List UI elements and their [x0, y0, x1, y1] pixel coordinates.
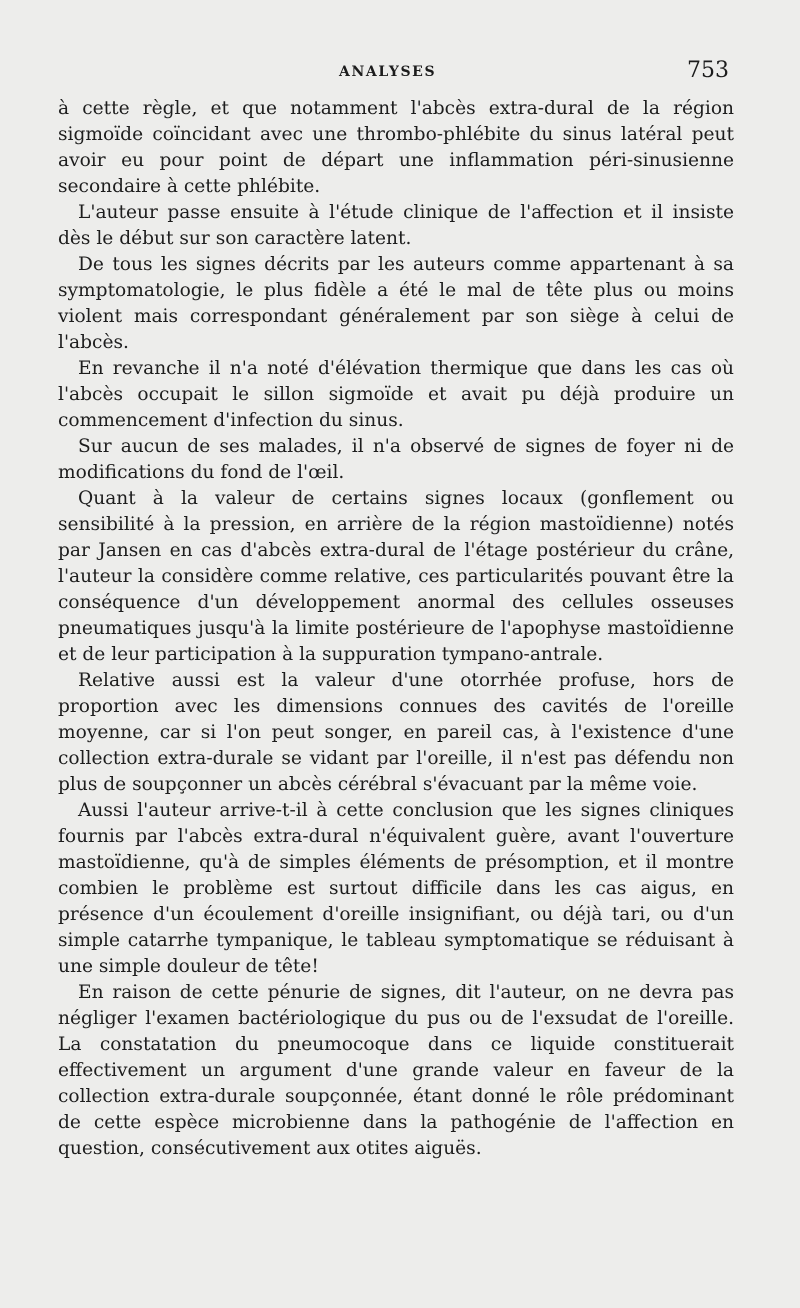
running-head-title: ANALYSES: [339, 64, 437, 80]
paragraph-headache-sign: De tous les signes décrits par les auteurs comme appartenant à sa symptomatologie, le plus fidèle a été le mal de tête plus ou moins violent mais correspondant généralement par son siège à celui de l'abcès.: [58, 254, 734, 353]
paragraph-bacteriology: En raison de cette pénurie de signes, dit l'auteur, on ne devra pas négliger l'examen bactériologique du pus ou de l'exsudat de l'oreille. La constatation du pneumocoque dans ce liquide constituerait effectivement un argument d'une grande valeur en faveur de la collection extra-durale soupçonnée, étant donné le rôle prédominant de cette espèce microbienne dans la pathogénie de l'affection en question, consécutivement aux otites aiguës.: [58, 982, 734, 1159]
body-text: [58, 96, 734, 1162]
paragraph-continuation: à cette règle, et que notamment l'abcès extra-dural de la région sigmoïde coïncidant avec une thrombo-phlébite du sinus latéral peut avoir eu pour point de départ une inflammation péri-sinusienne secondaire à cette phlébite.: [58, 98, 734, 197]
paragraph-focal-signs: Sur aucun de ses malades, il n'a observé de signes de foyer ni de modifications du fond de l'œil.: [58, 436, 734, 483]
paragraph-local-signs: Quant à la valeur de certains signes locaux (gonflement ou sensibilité à la pression, en arrière de la région mastoïdienne) notés par Jansen en cas d'abcès extra-dural de l'étage postérieur du crâne, l'auteur la considère comme relative, ces particularités pouvant être la conséquence d'un développement anormal des cellules osseuses pneumatiques jusqu'à la limite postérieure de l'apophyse mastoïdienne et de leur participation à la suppuration tympano-antrale.: [58, 488, 734, 665]
paragraph-conclusion: Aussi l'auteur arrive-t-il à cette conclusion que les signes cliniques fournis par l'abcès extra-dural n'équivalent guère, avant l'ouverture mastoïdienne, qu'à de simples éléments de présomption, et il montre combien le problème est surtout difficile dans les cas aigus, en présence d'un écoulement d'oreille insignifiant, ou déjà tari, ou d'un simple catarrhe tympanique, le tableau symptomatique se réduisant à une simple douleur de tête!: [58, 800, 734, 977]
running-head: [0, 58, 800, 88]
paragraph-otorrhea: Relative aussi est la valeur d'une otorrhée profuse, hors de proportion avec les dimensions connues des cavités de l'oreille moyenne, car si l'on peut songer, en pareil cas, à l'existence d'une collection extra-durale se vidant par l'oreille, il n'est pas défendu non plus de soupçonner un abcès cérébral s'évacuant par la même voie.: [58, 670, 734, 795]
page-number: 753: [687, 58, 729, 83]
paragraph-clinical-study: L'auteur passe ensuite à l'étude clinique de l'affection et il insiste dès le début sur son caractère latent.: [58, 202, 734, 249]
paragraph-thermal-elevation: En revanche il n'a noté d'élévation thermique que dans les cas où l'abcès occupait le sillon sigmoïde et avait pu déjà produire un commencement d'infection du sinus.: [58, 358, 734, 431]
